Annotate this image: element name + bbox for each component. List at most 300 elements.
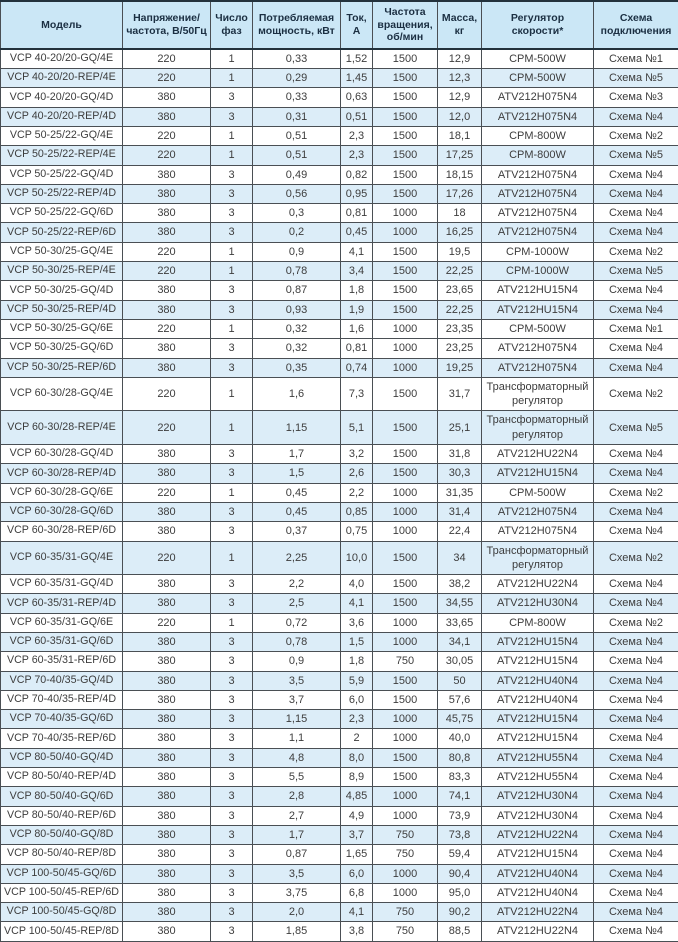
cell-mass: 31,35 (438, 483, 482, 502)
cell-phases: 3 (211, 748, 253, 767)
cell-phases: 1 (211, 69, 253, 88)
cell-current: 2,3 (341, 146, 373, 165)
cell-model: VCP 50-30/25-REP/4D (1, 300, 123, 319)
cell-current: 3,2 (341, 445, 373, 464)
cell-voltage: 380 (123, 825, 211, 844)
cell-current: 2,3 (341, 126, 373, 145)
cell-mass: 17,25 (438, 146, 482, 165)
cell-power: 1,15 (253, 710, 341, 729)
cell-voltage: 220 (123, 242, 211, 261)
cell-power: 0,45 (253, 483, 341, 502)
cell-model: VCP 50-30/25-GQ/4E (1, 242, 123, 261)
cell-rpm: 1000 (373, 339, 438, 358)
cell-phases: 3 (211, 787, 253, 806)
cell-model: VCP 60-30/28-GQ/4E (1, 377, 123, 411)
cell-current: 1,8 (341, 652, 373, 671)
cell-model: VCP 50-30/25-REP/4E (1, 262, 123, 281)
cell-rpm: 1000 (373, 223, 438, 242)
cell-rpm: 1000 (373, 883, 438, 902)
cell-phases: 1 (211, 126, 253, 145)
cell-current: 6,0 (341, 690, 373, 709)
cell-voltage: 380 (123, 748, 211, 767)
cell-model: VCP 80-50/40-GQ/8D (1, 825, 123, 844)
cell-model: VCP 100-50/45-GQ/6D (1, 864, 123, 883)
cell-regulator: ATV212H075N4 (482, 107, 594, 126)
table-row (1, 262, 678, 281)
cell-model: VCP 70-40/35-REP/4D (1, 690, 123, 709)
cell-model: VCP 60-35/31-REP/4D (1, 594, 123, 613)
cell-power: 0,35 (253, 358, 341, 377)
cell-regulator: ATV212H075N4 (482, 88, 594, 107)
cell-phases: 3 (211, 522, 253, 541)
cell-phases: 3 (211, 671, 253, 690)
cell-rpm: 750 (373, 825, 438, 844)
cell-scheme: Схема №4 (594, 671, 678, 690)
cell-model: VCP 100-50/45-REP/8D (1, 922, 123, 941)
cell-scheme: Схема №4 (594, 710, 678, 729)
cell-current: 6,8 (341, 883, 373, 902)
cell-mass: 50 (438, 671, 482, 690)
cell-rpm: 1500 (373, 300, 438, 319)
cell-regulator: ATV212HU22N4 (482, 445, 594, 464)
cell-current: 0,63 (341, 88, 373, 107)
table-row (1, 748, 678, 767)
column-header-voltage: Напряжение/частота, В/50Гц (123, 1, 211, 49)
cell-rpm: 1000 (373, 613, 438, 632)
cell-voltage: 380 (123, 845, 211, 864)
cell-mass: 22,25 (438, 300, 482, 319)
cell-model: VCP 60-30/28-GQ/6E (1, 483, 123, 502)
cell-current: 1,45 (341, 69, 373, 88)
cell-phases: 3 (211, 339, 253, 358)
cell-regulator: ATV212HU15N4 (482, 281, 594, 300)
cell-regulator: CPM-1000W (482, 262, 594, 281)
cell-power: 2,8 (253, 787, 341, 806)
cell-phases: 3 (211, 88, 253, 107)
cell-phases: 3 (211, 845, 253, 864)
cell-mass: 34,55 (438, 594, 482, 613)
cell-power: 0,31 (253, 107, 341, 126)
cell-mass: 19,25 (438, 358, 482, 377)
cell-scheme: Схема №4 (594, 165, 678, 184)
cell-power: 0,56 (253, 184, 341, 203)
cell-power: 0,72 (253, 613, 341, 632)
cell-rpm: 1500 (373, 49, 438, 69)
table-row (1, 652, 678, 671)
cell-power: 4,8 (253, 748, 341, 767)
cell-rpm: 1000 (373, 729, 438, 748)
cell-rpm: 1000 (373, 632, 438, 651)
cell-model: VCP 60-35/31-GQ/6D (1, 632, 123, 651)
cell-voltage: 380 (123, 690, 211, 709)
cell-mass: 19,5 (438, 242, 482, 261)
column-header-regulator: Регулятор скорости* (482, 1, 594, 49)
cell-phases: 3 (211, 652, 253, 671)
cell-current: 5,9 (341, 671, 373, 690)
cell-scheme: Схема №5 (594, 146, 678, 165)
cell-voltage: 380 (123, 339, 211, 358)
cell-power: 2,7 (253, 806, 341, 825)
table-row (1, 729, 678, 748)
cell-scheme: Схема №2 (594, 126, 678, 145)
cell-scheme: Схема №4 (594, 748, 678, 767)
cell-rpm: 1500 (373, 541, 438, 575)
table-row (1, 613, 678, 632)
cell-scheme: Схема №4 (594, 787, 678, 806)
cell-voltage: 380 (123, 522, 211, 541)
cell-regulator: ATV212H075N4 (482, 165, 594, 184)
cell-current: 2 (341, 729, 373, 748)
table-row (1, 502, 678, 521)
cell-rpm: 750 (373, 652, 438, 671)
cell-power: 3,5 (253, 671, 341, 690)
cell-mass: 90,4 (438, 864, 482, 883)
cell-mass: 34 (438, 541, 482, 575)
cell-rpm: 1500 (373, 445, 438, 464)
table-row (1, 126, 678, 145)
cell-current: 0,45 (341, 223, 373, 242)
cell-current: 0,82 (341, 165, 373, 184)
cell-voltage: 380 (123, 445, 211, 464)
cell-regulator: ATV212H075N4 (482, 502, 594, 521)
cell-power: 0,37 (253, 522, 341, 541)
table-row (1, 671, 678, 690)
cell-phases: 1 (211, 262, 253, 281)
table-row (1, 864, 678, 883)
table-row (1, 377, 678, 411)
cell-regulator: ATV212H075N4 (482, 358, 594, 377)
cell-power: 0,49 (253, 165, 341, 184)
cell-model: VCP 60-30/28-REP/4D (1, 464, 123, 483)
cell-current: 4,1 (341, 903, 373, 922)
cell-phases: 3 (211, 223, 253, 242)
cell-voltage: 220 (123, 262, 211, 281)
cell-rpm: 1500 (373, 165, 438, 184)
cell-power: 0,51 (253, 126, 341, 145)
cell-rpm: 1000 (373, 522, 438, 541)
table-row (1, 204, 678, 223)
table-row (1, 445, 678, 464)
cell-rpm: 1500 (373, 88, 438, 107)
cell-rpm: 1500 (373, 107, 438, 126)
cell-rpm: 1000 (373, 806, 438, 825)
cell-rpm: 1000 (373, 483, 438, 502)
cell-power: 2,5 (253, 594, 341, 613)
cell-power: 0,3 (253, 204, 341, 223)
cell-current: 1,8 (341, 281, 373, 300)
cell-rpm: 1000 (373, 710, 438, 729)
cell-current: 10,0 (341, 541, 373, 575)
cell-regulator: ATV212HU15N4 (482, 652, 594, 671)
cell-mass: 17,26 (438, 184, 482, 203)
cell-mass: 18,1 (438, 126, 482, 145)
cell-power: 1,85 (253, 922, 341, 941)
cell-regulator: ATV212HU40N4 (482, 671, 594, 690)
cell-voltage: 380 (123, 903, 211, 922)
table-row (1, 165, 678, 184)
cell-current: 4,9 (341, 806, 373, 825)
cell-voltage: 380 (123, 575, 211, 594)
cell-voltage: 220 (123, 483, 211, 502)
cell-power: 1,7 (253, 825, 341, 844)
cell-regulator: ATV212H075N4 (482, 522, 594, 541)
table-row (1, 339, 678, 358)
table-header (1, 1, 678, 49)
column-header-current: Ток, А (341, 1, 373, 49)
table-row (1, 541, 678, 575)
cell-mass: 90,2 (438, 903, 482, 922)
cell-rpm: 1500 (373, 768, 438, 787)
cell-model: VCP 50-30/25-GQ/4D (1, 281, 123, 300)
cell-voltage: 380 (123, 204, 211, 223)
cell-scheme: Схема №4 (594, 864, 678, 883)
cell-model: VCP 50-25/22-GQ/4D (1, 165, 123, 184)
cell-scheme: Схема №4 (594, 445, 678, 464)
cell-phases: 3 (211, 864, 253, 883)
cell-scheme: Схема №2 (594, 242, 678, 261)
cell-mass: 12,3 (438, 69, 482, 88)
cell-current: 4,0 (341, 575, 373, 594)
cell-voltage: 380 (123, 88, 211, 107)
cell-power: 1,5 (253, 464, 341, 483)
cell-scheme: Схема №4 (594, 522, 678, 541)
cell-phases: 3 (211, 768, 253, 787)
cell-mass: 83,3 (438, 768, 482, 787)
cell-current: 3,4 (341, 262, 373, 281)
cell-rpm: 1000 (373, 502, 438, 521)
cell-mass: 40,0 (438, 729, 482, 748)
cell-mass: 22,25 (438, 262, 482, 281)
cell-current: 0,75 (341, 522, 373, 541)
cell-regulator: CPM-500W (482, 319, 594, 338)
cell-phases: 3 (211, 632, 253, 651)
cell-regulator: CPM-500W (482, 483, 594, 502)
cell-power: 0,2 (253, 223, 341, 242)
cell-scheme: Схема №4 (594, 729, 678, 748)
cell-power: 0,51 (253, 146, 341, 165)
cell-power: 0,29 (253, 69, 341, 88)
cell-regulator: ATV212HU40N4 (482, 864, 594, 883)
table-row (1, 575, 678, 594)
table-row (1, 69, 678, 88)
table-row (1, 281, 678, 300)
cell-model: VCP 50-30/25-GQ/6E (1, 319, 123, 338)
cell-rpm: 1500 (373, 69, 438, 88)
cell-model: VCP 40-20/20-REP/4D (1, 107, 123, 126)
cell-phases: 3 (211, 710, 253, 729)
cell-rpm: 750 (373, 922, 438, 941)
cell-voltage: 380 (123, 300, 211, 319)
cell-model: VCP 80-50/40-GQ/6D (1, 787, 123, 806)
cell-voltage: 380 (123, 632, 211, 651)
cell-voltage: 220 (123, 377, 211, 411)
cell-model: VCP 40-20/20-GQ/4E (1, 49, 123, 69)
cell-regulator: Трансформаторный регулятор (482, 377, 594, 411)
cell-model: VCP 60-35/31-GQ/4D (1, 575, 123, 594)
cell-mass: 31,8 (438, 445, 482, 464)
cell-power: 1,7 (253, 445, 341, 464)
cell-regulator: CPM-800W (482, 126, 594, 145)
cell-current: 1,52 (341, 49, 373, 69)
table-row (1, 825, 678, 844)
cell-rpm: 1500 (373, 464, 438, 483)
cell-voltage: 380 (123, 806, 211, 825)
cell-mass: 12,9 (438, 88, 482, 107)
cell-regulator: CPM-800W (482, 146, 594, 165)
cell-scheme: Схема №4 (594, 339, 678, 358)
cell-mass: 18 (438, 204, 482, 223)
cell-current: 2,3 (341, 710, 373, 729)
cell-phases: 3 (211, 690, 253, 709)
table-row (1, 883, 678, 902)
cell-phases: 1 (211, 613, 253, 632)
cell-regulator: CPM-1000W (482, 242, 594, 261)
table-row (1, 594, 678, 613)
cell-phases: 3 (211, 806, 253, 825)
cell-regulator: ATV212HU15N4 (482, 464, 594, 483)
cell-phases: 1 (211, 541, 253, 575)
cell-rpm: 1500 (373, 575, 438, 594)
cell-mass: 74,1 (438, 787, 482, 806)
cell-model: VCP 40-20/20-GQ/4D (1, 88, 123, 107)
cell-scheme: Схема №4 (594, 107, 678, 126)
cell-model: VCP 70-40/35-GQ/4D (1, 671, 123, 690)
cell-mass: 88,5 (438, 922, 482, 941)
cell-scheme: Схема №4 (594, 652, 678, 671)
cell-mass: 23,35 (438, 319, 482, 338)
cell-phases: 3 (211, 165, 253, 184)
cell-phases: 3 (211, 903, 253, 922)
cell-scheme: Схема №4 (594, 690, 678, 709)
cell-regulator: ATV212HU22N4 (482, 903, 594, 922)
cell-current: 4,85 (341, 787, 373, 806)
cell-scheme: Схема №5 (594, 262, 678, 281)
cell-scheme: Схема №4 (594, 632, 678, 651)
cell-scheme: Схема №5 (594, 69, 678, 88)
cell-model: VCP 60-30/28-REP/6D (1, 522, 123, 541)
cell-rpm: 1000 (373, 319, 438, 338)
cell-scheme: Схема №4 (594, 204, 678, 223)
cell-phases: 1 (211, 146, 253, 165)
table-row (1, 107, 678, 126)
cell-mass: 59,4 (438, 845, 482, 864)
cell-power: 0,87 (253, 281, 341, 300)
cell-phases: 3 (211, 358, 253, 377)
column-header-rpm: Частота вращения, об/мин (373, 1, 438, 49)
cell-mass: 73,9 (438, 806, 482, 825)
cell-regulator: ATV212HU40N4 (482, 690, 594, 709)
cell-power: 0,32 (253, 339, 341, 358)
cell-current: 4,1 (341, 242, 373, 261)
cell-power: 0,33 (253, 88, 341, 107)
cell-regulator: ATV212HU55N4 (482, 768, 594, 787)
cell-phases: 3 (211, 883, 253, 902)
cell-power: 3,5 (253, 864, 341, 883)
cell-phases: 3 (211, 922, 253, 941)
table-row (1, 146, 678, 165)
cell-phases: 1 (211, 319, 253, 338)
cell-current: 0,81 (341, 339, 373, 358)
cell-voltage: 220 (123, 541, 211, 575)
cell-mass: 34,1 (438, 632, 482, 651)
cell-voltage: 220 (123, 49, 211, 69)
cell-scheme: Схема №4 (594, 184, 678, 203)
table-row (1, 522, 678, 541)
cell-model: VCP 100-50/45-GQ/8D (1, 903, 123, 922)
table-row (1, 690, 678, 709)
cell-power: 1,15 (253, 411, 341, 445)
cell-phases: 3 (211, 594, 253, 613)
cell-rpm: 1000 (373, 204, 438, 223)
table-row (1, 903, 678, 922)
cell-rpm: 1500 (373, 262, 438, 281)
cell-current: 2,2 (341, 483, 373, 502)
cell-phases: 1 (211, 242, 253, 261)
cell-model: VCP 50-25/22-GQ/4E (1, 126, 123, 145)
cell-scheme: Схема №3 (594, 88, 678, 107)
cell-mass: 31,7 (438, 377, 482, 411)
cell-phases: 1 (211, 411, 253, 445)
cell-scheme: Схема №4 (594, 806, 678, 825)
cell-phases: 1 (211, 49, 253, 69)
cell-rpm: 1500 (373, 671, 438, 690)
cell-voltage: 380 (123, 671, 211, 690)
cell-regulator: Трансформаторный регулятор (482, 411, 594, 445)
cell-current: 0,81 (341, 204, 373, 223)
cell-current: 3,6 (341, 613, 373, 632)
cell-model: VCP 60-30/28-REP/4E (1, 411, 123, 445)
cell-regulator: ATV212H075N4 (482, 339, 594, 358)
cell-current: 4,1 (341, 594, 373, 613)
cell-model: VCP 50-25/22-GQ/6D (1, 204, 123, 223)
cell-rpm: 750 (373, 845, 438, 864)
cell-scheme: Схема №4 (594, 922, 678, 941)
cell-voltage: 380 (123, 864, 211, 883)
cell-model: VCP 70-40/35-REP/6D (1, 729, 123, 748)
cell-rpm: 1000 (373, 787, 438, 806)
cell-voltage: 380 (123, 358, 211, 377)
cell-power: 2,25 (253, 541, 341, 575)
table-row (1, 88, 678, 107)
table-row (1, 319, 678, 338)
cell-scheme: Схема №2 (594, 613, 678, 632)
cell-mass: 73,8 (438, 825, 482, 844)
cell-regulator: ATV212HU15N4 (482, 710, 594, 729)
cell-voltage: 380 (123, 594, 211, 613)
cell-voltage: 380 (123, 184, 211, 203)
cell-phases: 3 (211, 502, 253, 521)
column-header-scheme: Схема подключения (594, 1, 678, 49)
cell-current: 1,6 (341, 319, 373, 338)
table-row (1, 922, 678, 941)
table-row (1, 632, 678, 651)
cell-voltage: 380 (123, 223, 211, 242)
cell-current: 0,85 (341, 502, 373, 521)
column-header-model: Модель (1, 1, 123, 49)
cell-scheme: Схема №4 (594, 300, 678, 319)
cell-voltage: 380 (123, 729, 211, 748)
cell-current: 1,9 (341, 300, 373, 319)
cell-current: 5,1 (341, 411, 373, 445)
column-header-mass: Масса, кг (438, 1, 482, 49)
cell-voltage: 380 (123, 652, 211, 671)
table-body (1, 49, 678, 941)
cell-phases: 3 (211, 281, 253, 300)
cell-voltage: 380 (123, 165, 211, 184)
cell-voltage: 380 (123, 787, 211, 806)
cell-mass: 16,25 (438, 223, 482, 242)
cell-regulator: ATV212HU22N4 (482, 922, 594, 941)
